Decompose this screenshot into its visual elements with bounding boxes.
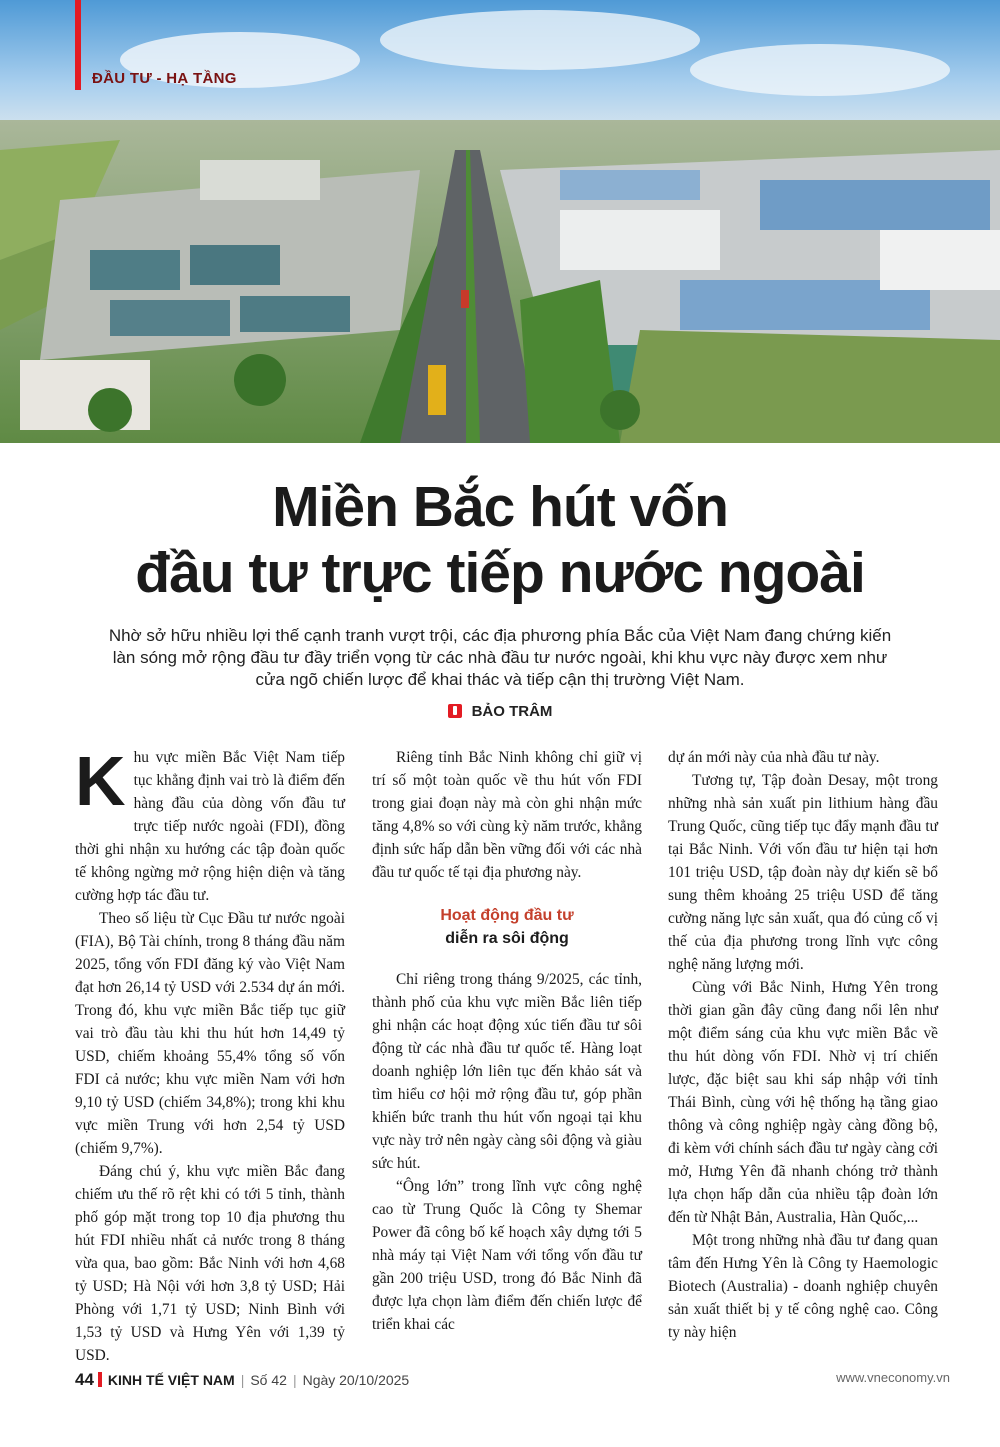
article-column-3 xyxy=(668,746,938,1344)
paragraph: Tương tự, Tập đoàn Desay, một trong những nhà sản xuất pin lithium hàng đầu Trung Quốc, cũng tiếp tục đẩy mạnh đầu tư tại Bắc Ninh. Với vốn đầu tư hiện tại hơn 101 triệu USD, tập đoàn này dự kiến sẽ bổ sung thêm khoảng 25 triệu USD để tăng cường năng lực sản xuất, qua đó củng cố vị thế của địa phương trong lĩnh vực công nghệ năng lượng mới. xyxy=(668,772,938,973)
section-accent-bar xyxy=(75,0,81,90)
website-url: www.vneconomy.vn xyxy=(836,1370,950,1385)
paragraph: “Ông lớn” trong lĩnh vực công nghệ cao từ Trung Quốc là Công ty Shemar Power đã công bố kế hoạch xây dựng tới 5 nhà máy tại Việt Nam với tổng vốn đầu tư gần 200 triệu USD, trong đó Bắc Ninh đã được lựa chọn làm điểm đến chiến lược để triển khai các xyxy=(372,1178,642,1333)
paragraph: Chỉ riêng trong tháng 9/2025, các tỉnh, thành phố của khu vực miền Bắc liên tiếp ghi nhận các hoạt động xúc tiến đầu tư sôi động từ các nhà đầu tư quốc tế. Hàng loạt doanh nghiệp lớn liên tục đến khảo sát và tìm hiểu cơ hội mở rộng đầu tư, góp phần khiến bức tranh thu hút vốn ngoại tại khu vực này trở nên ngày càng sôi động và giàu sức hút. xyxy=(372,971,642,1172)
article-column-2 xyxy=(372,746,642,1336)
paragraph: Cùng với Bắc Ninh, Hưng Yên trong thời gian gần đây cũng đang nổi lên như một điểm sáng của khu vực miền Bắc về thu hút dòng vốn FDI. Nhờ vị trí chiến lược, đặc biệt sau khi sáp nhập với tỉnh Thái Bình, cùng với hệ thống hạ tầng giao thông và công nghiệp ngày càng đồng bộ, đi kèm với chính sách đầu tư ngày càng cởi mở, Hưng Yên đã nhanh chóng trở thành lựa chọn hấp dẫn của nhiều tập đoàn lớn đến từ Nhật Bản, Australia, Hàn Quốc,... xyxy=(668,979,938,1226)
footer-left xyxy=(75,1370,409,1390)
section-label: ĐẦU TƯ - HẠ TẦNG xyxy=(92,70,237,87)
page-number: 44 xyxy=(75,1370,94,1389)
issue-date: Ngày 20/10/2025 xyxy=(302,1372,410,1388)
paragraph: Đáng chú ý, khu vực miền Bắc đang chiếm ưu thế rõ rệt khi có tới 5 tỉnh, thành phố góp mặt trong top 10 địa phương thu hút FDI nhiều nhất cả nước trong 8 tháng vừa qua, bao gồm: Bắc Ninh với hơn 4,68 tỷ USD; Hà Nội với hơn 3,8 tỷ USD; Hải Phòng với 1,71 tỷ USD; Ninh Bình với 1,53 tỷ USD và Hưng Yên với 1,39 tỷ USD. xyxy=(75,1163,345,1364)
hero-photo xyxy=(0,0,1000,443)
headline-line-1: Miền Bắc hút vốn xyxy=(272,475,728,539)
subheading xyxy=(372,904,642,950)
headline-line-2: đầu tư trực tiếp nước ngoài xyxy=(135,541,865,605)
author-name: BẢO TRÂM xyxy=(471,703,553,720)
paragraph: Theo số liệu từ Cục Đầu tư nước ngoài (FIA), Bộ Tài chính, trong 8 tháng đầu năm 2025, tổng vốn FDI đăng ký vào Việt Nam đạt hơn 26,14 tỷ USD với 2.534 dự án mới. Trong đó, khu vực miền Bắc tiếp tục giữ vai trò đầu tàu khi thu hút hơn 14,49 tỷ USD, chiếm khoảng 55,4% tổng số vốn FDI cả nước; khu vực miền Nam với hơn 9,10 tỷ USD (chiếm 34,8%); trong khi khu vực miền Trung với hơn 2,54 tỷ USD (chiếm 9,7%). xyxy=(75,910,345,1157)
lead-paragraph: Nhờ sở hữu nhiều lợi thế cạnh tranh vượt trội, các địa phương phía Bắc của Việt Nam đang chứng kiến làn sóng mở rộng đầu tư đầy triển vọng từ các nhà đầu tư nước ngoài, khi khu vực này được xem như cửa ngõ chiến lược để khai thác và tiếp cận thị trường Việt Nam. xyxy=(108,626,892,689)
page-footer xyxy=(75,1370,950,1390)
industrial-park-aerial-image xyxy=(0,0,1000,443)
paragraph: Khu vực miền Bắc Việt Nam tiếp tục khẳng định vai trò là điểm đến hàng đầu của dòng vốn đầu tư trực tiếp nước ngoài (FDI), đồng thời ghi nhận xu hướng các tập đoàn quốc tế không ngừng mở rộng hiện diện và tăng cường hợp tác đầu tư. xyxy=(75,742,345,904)
footer-accent-bar xyxy=(98,1372,102,1387)
paragraph: dự án mới này của nhà đầu tư này. xyxy=(668,749,880,766)
subheading-line-2: diễn ra sôi động xyxy=(445,930,569,947)
separator: | xyxy=(292,1372,297,1388)
byline xyxy=(0,703,1000,720)
article-column-1 xyxy=(75,742,345,1367)
drop-cap: K xyxy=(75,742,126,820)
paragraph: Riêng tỉnh Bắc Ninh không chỉ giữ vị trí số một toàn quốc về thu hút vốn FDI trong giai đoạn này mà còn ghi nhận mức tăng 4,8% so với cùng kỳ năm trước, khẳng định sức hấp dẫn bền vững đối với các nhà đầu tư quốc tế tại địa phương này. xyxy=(372,749,642,881)
magazine-name: KINH TẾ VIỆT NAM xyxy=(107,1372,235,1388)
subheading-line-1: Hoạt động đầu tư xyxy=(440,907,574,924)
issue-number: Số 42 xyxy=(250,1372,287,1388)
separator: | xyxy=(240,1372,245,1388)
pen-icon xyxy=(448,704,462,718)
paragraph: Một trong những nhà đầu tư đang quan tâm đến Hưng Yên là Công ty Haemologic Biotech (Australia) - doanh nghiệp chuyên sản xuất thiết bị y tế công nghệ cao. Công ty này hiện xyxy=(668,1232,938,1341)
